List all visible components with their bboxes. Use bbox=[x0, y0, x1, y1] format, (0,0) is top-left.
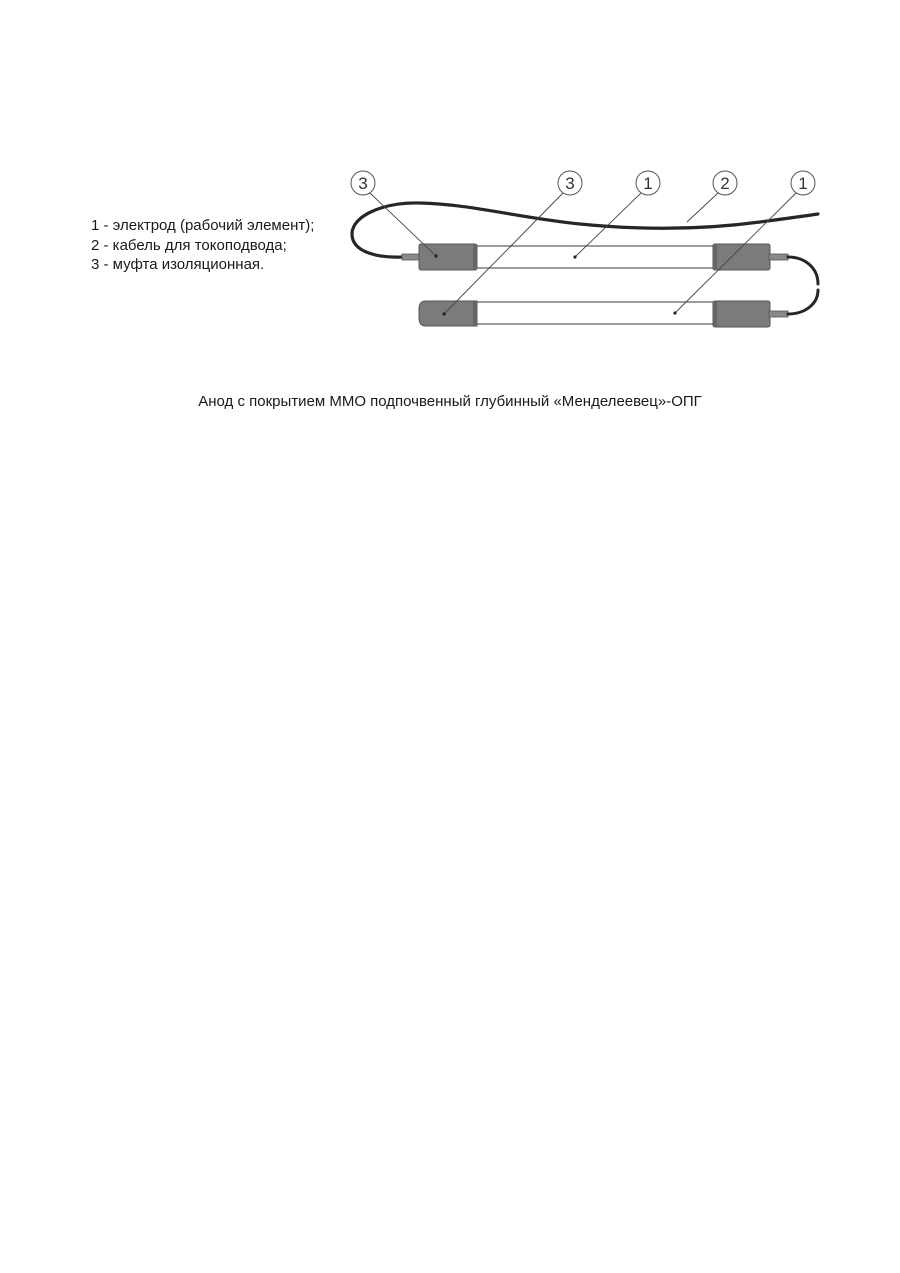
callout-1a bbox=[636, 171, 660, 195]
legend-item-electrode: 1 - электрод (рабочий элемент); bbox=[91, 217, 315, 234]
legend-item-cable: 2 - кабель для токоподвода; bbox=[91, 236, 287, 254]
upper-left-insulating-coupling bbox=[402, 244, 477, 270]
lower-left-insulating-coupling bbox=[419, 301, 477, 326]
lower-right-insulating-coupling bbox=[713, 301, 788, 327]
svg-text:2: 2 bbox=[720, 174, 730, 193]
svg-text:3: 3 bbox=[358, 174, 368, 193]
callout-3b bbox=[558, 171, 582, 195]
legend bbox=[91, 216, 314, 275]
leader-line-2 bbox=[687, 193, 718, 222]
svg-text:3: 3 bbox=[565, 174, 575, 193]
lower-electrode bbox=[475, 302, 715, 324]
callout-1b bbox=[791, 171, 815, 195]
upper-right-insulating-coupling bbox=[713, 244, 788, 270]
jumper-cable-upper bbox=[788, 257, 818, 284]
upper-electrode bbox=[475, 246, 715, 268]
figure-caption: Анод с покрытием ММО подпочвенный глубинный «Менделеевец»-ОПГ bbox=[198, 393, 702, 410]
svg-text:1: 1 bbox=[798, 174, 808, 193]
jumper-cable-lower bbox=[788, 290, 818, 314]
callout-3a bbox=[351, 171, 375, 195]
legend-item-coupling: 3 - муфта изоляционная. bbox=[91, 256, 265, 273]
svg-text:1: 1 bbox=[643, 174, 653, 193]
callout-2 bbox=[713, 171, 737, 195]
